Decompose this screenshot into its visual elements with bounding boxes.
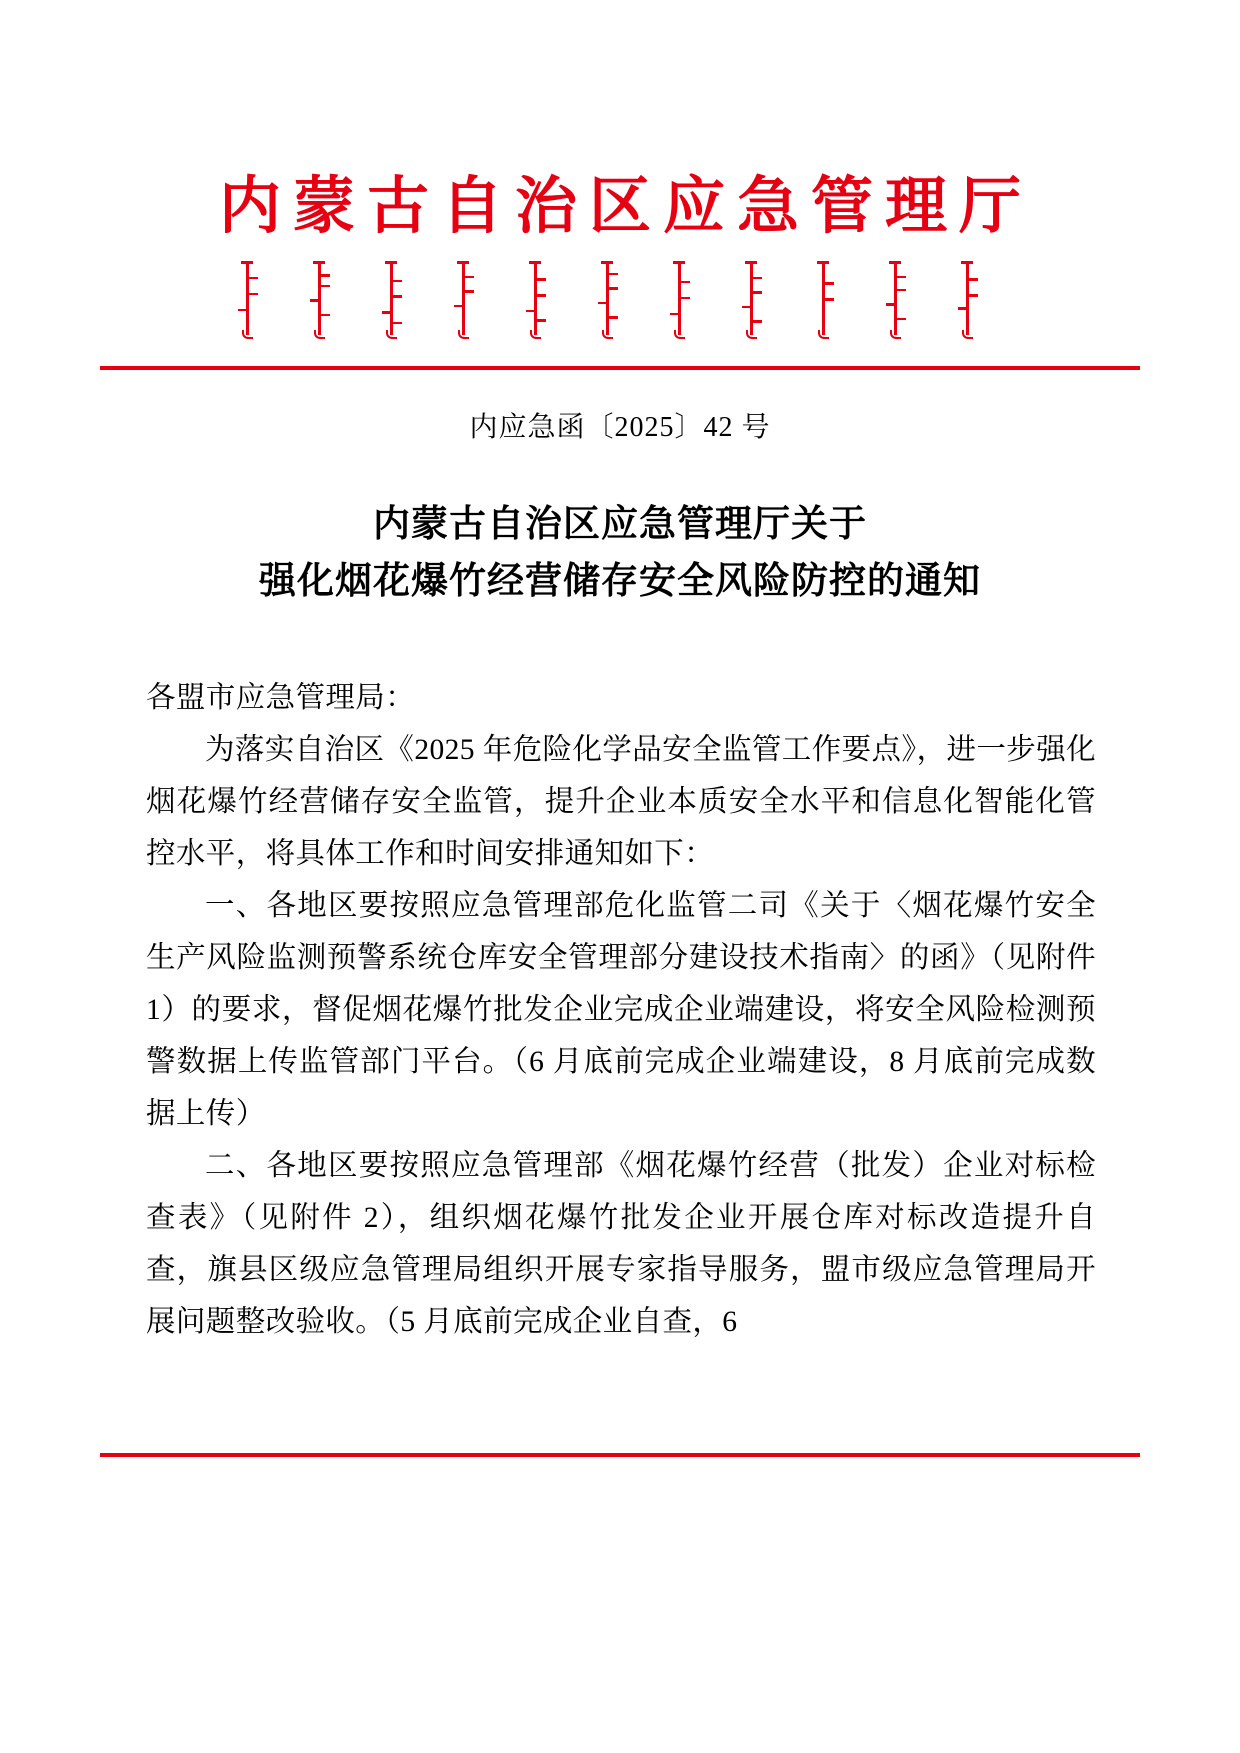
page-title-line-1: 内蒙古自治区应急管理厅关于 — [373, 501, 867, 545]
mongolian-glyph-column — [888, 261, 902, 339]
mongolian-glyph-column — [816, 261, 830, 339]
body-paragraph-1: 为落实自治区《2025 年危险化学品安全监管工作要点》，进一步强化烟花爆竹经营储存安全监管，提升企业本质安全水平和信息化智能化管控水平，将具体工作和时间安排通知如下： — [146, 734, 1096, 870]
mongolian-glyph-column — [744, 261, 758, 339]
mongolian-glyph-column — [384, 261, 398, 339]
footer-divider-rule — [100, 1453, 1140, 1457]
page-title — [150, 495, 1090, 610]
mongolian-glyph-column — [600, 261, 614, 339]
mongolian-glyph-column — [240, 261, 254, 339]
document-number: 内应急函〔2025〕42 号 — [469, 412, 771, 443]
mongolian-glyph-column — [960, 261, 974, 339]
body-paragraph-3: 二、各地区要按照应急管理部《烟花爆竹经营（批发）企业对标检查表》（见附件 2），组织烟花爆竹批发企业开展仓库对标改造提升自查，旗县区级应急管理局组织开展专家指导服务，盟市级应急管理局开展问题整改验收。（5 月底前完成企业自查，6 — [146, 1150, 1096, 1338]
mongolian-script-title — [220, 261, 1020, 341]
body-paragraph-2: 一、各地区要按照应急管理部危化监管二司《关于〈烟花爆竹安全生产风险监测预警系统仓库安全管理部分建设技术指南〉的函》（见附件 1）的要求，督促烟花爆竹批发企业完成企业端建设，将安全风险检测预警数据上传监管部门平台。（6 月底前完成企业端建设，8 月底前完成数据上传） — [146, 890, 1096, 1130]
mongolian-glyph-column — [312, 261, 326, 339]
letterhead — [0, 169, 1240, 341]
issuing-organization-title: 内蒙古自治区应急管理厅 — [218, 169, 1033, 242]
letterhead-divider-rule — [100, 366, 1140, 370]
page-title-line-2: 强化烟花爆竹经营储存安全风险防控的通知 — [259, 558, 981, 603]
salutation: 各盟市应急管理局： — [146, 682, 416, 714]
mongolian-glyph-column — [456, 261, 470, 339]
mongolian-glyph-column — [528, 261, 542, 339]
mongolian-glyph-column — [672, 261, 686, 339]
document-body — [146, 672, 1096, 1348]
